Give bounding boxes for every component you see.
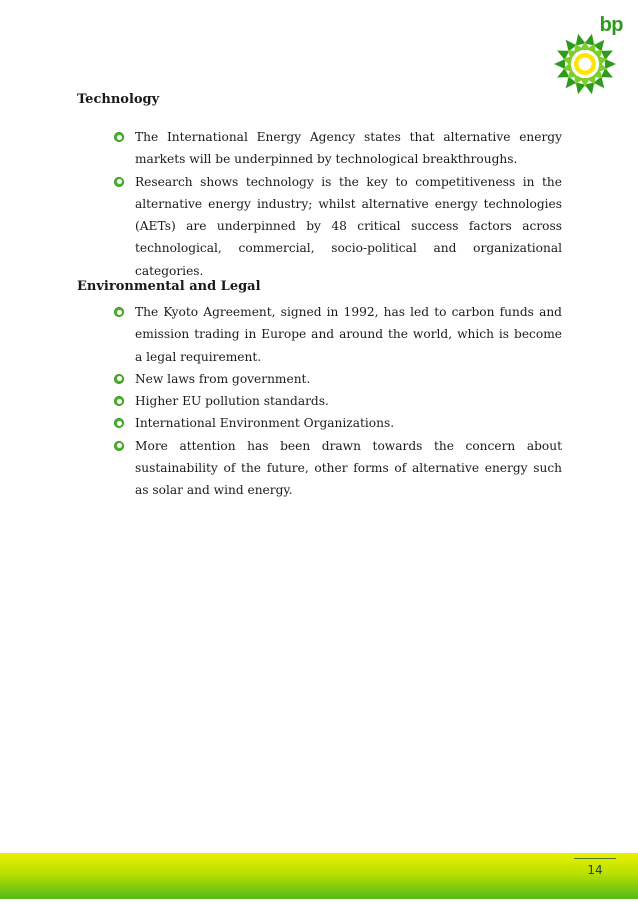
page-number: 14 [587,863,603,877]
bullet-circle-icon [114,177,124,187]
environmental-legal-bullet-list [114,301,562,502]
bullet-circle-icon [114,396,124,406]
bullet-circle-icon [114,374,124,384]
bullet-item: Research shows technology is the key to competitiveness in the alternative energy industry; whilst alternative energy technologies (AETs) are underpinned by 48 critical success factors across technological, commercial, socio-political and organizational categories. [114,171,562,282]
bullet-item: The International Energy Agency states that alternative energy markets will be underpinned by technological breakthroughs. [114,126,562,171]
bullet-item: International Environment Organizations. [114,412,562,434]
bp-logo [553,14,623,92]
bullet-circle-icon [114,307,124,317]
bullet-circle-icon [114,132,124,142]
footer-bar [0,853,638,899]
bullet-circle-icon [114,441,124,451]
footer-divider [574,858,616,859]
technology-bullet-list [114,126,562,282]
bullet-item: New laws from government. [114,368,562,390]
bp-logo-text: bp [599,14,623,36]
section-heading-environmental-legal: Environmental and Legal [77,279,261,294]
bullet-circle-icon [114,418,124,428]
bullet-item: The Kyoto Agreement, signed in 1992, has led to carbon funds and emission trading in Europe and around the world, which is become a legal requirement. [114,301,562,368]
bullet-item: Higher EU pollution standards. [114,390,562,412]
bp-helios-icon [553,32,617,96]
section-heading-technology: Technology [77,92,160,107]
bullet-item: More attention has been drawn towards the concern about sustainability of the future, other forms of alternative energy such as solar and wind energy. [114,435,562,502]
